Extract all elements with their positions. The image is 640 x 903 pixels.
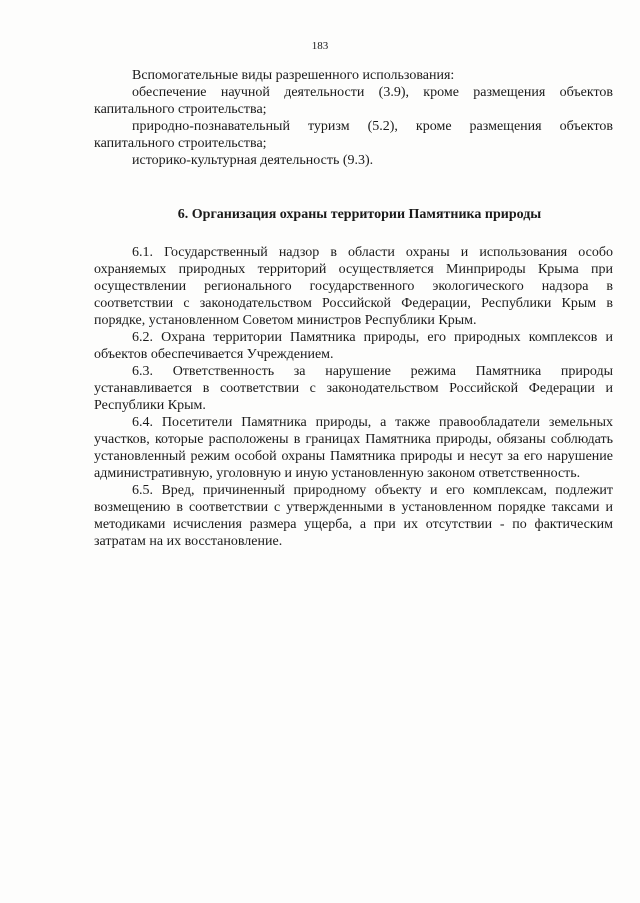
section-paragraph: 6.3. Ответственность за нарушение режима Памятника природы устанавливается в соответствии с законодательством Российской Федерации и Республики Крым. xyxy=(94,364,613,413)
auxiliary-use-item: обеспечение научной деятельности (3.9), кроме размещения объектов капитального строительства; xyxy=(94,85,613,117)
auxiliary-use-item: природно-познавательный туризм (5.2), кроме размещения объектов капитального строительства; xyxy=(94,119,613,151)
document-body xyxy=(94,67,613,550)
section-paragraph: 6.4. Посетители Памятника природы, а также правообладатели земельных участков, которые расположены в границах Памятника природы, обязаны соблюдать установленный режим особой охраны Памятника природы и несут за его нарушение административную, уголовную и иную установленную законом ответственность. xyxy=(94,415,613,481)
auxiliary-uses-intro: Вспомогательные виды разрешенного использования: xyxy=(132,68,455,83)
auxiliary-use-item: историко-культурная деятельность (9.3). xyxy=(132,153,374,168)
section-paragraph: 6.5. Вред, причиненный природному объекту и его комплексам, подлежит возмещению в соответствии с утвержденными в установленном порядке таксами и методиками исчисления размера ущерба, а при их отсутствии - по фактическим затратам на их восстановление. xyxy=(94,483,613,549)
section-heading: 6. Организация охраны территории Памятника природы xyxy=(177,207,542,222)
page-number: 183 xyxy=(311,40,329,52)
section-paragraph: 6.1. Государственный надзор в области охраны и использования особо охраняемых природных территорий осуществляется Минприроды Крыма при осуществлении регионального государственного экологического надзора в соответствии с законодательством Российской Федерации, Республики Крым в порядке, установленном Советом министров Республики Крым. xyxy=(94,245,613,328)
section-paragraph: 6.2. Охрана территории Памятника природы, его природных комплексов и объектов обеспечивается Учреждением. xyxy=(94,330,613,362)
